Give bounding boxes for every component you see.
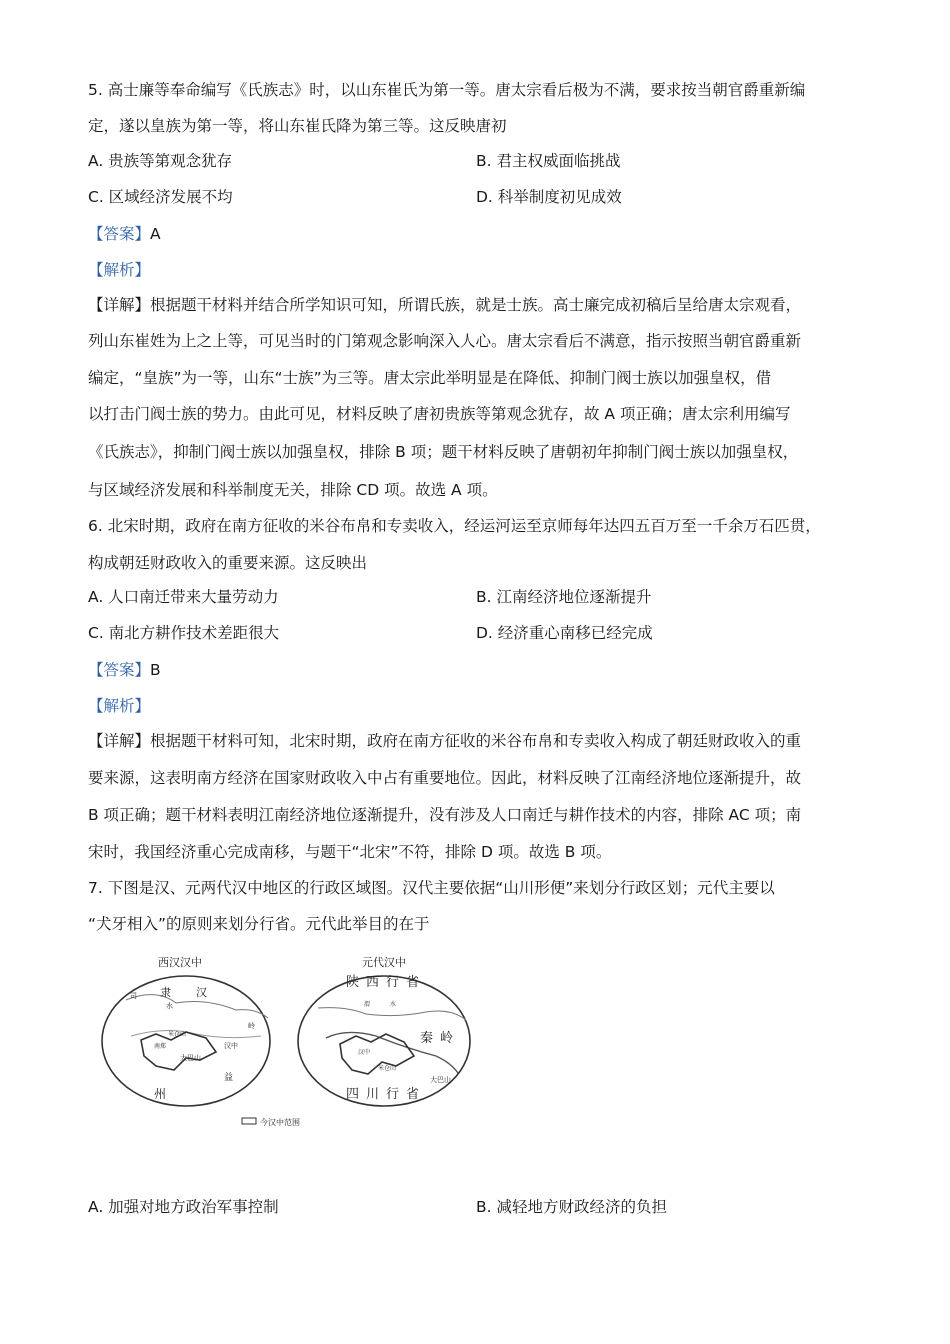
q6-detail-line-2: 要来源，这表明南方经济在国家财政收入中占有重要地位。因此，材料反映了江南经济地位逐渐提升，故: [88, 769, 802, 787]
q5-detail-line-6: 与区域经济发展和科举制度无关，排除 CD 项。故选 A 项。: [88, 481, 498, 499]
right-label-4: 渭: [364, 1001, 371, 1008]
answer-tag: 【答案】: [88, 225, 151, 243]
detail-tag: 【详解】: [88, 296, 151, 314]
q5-detail-line-4: 以打击门阀士族的势力。由此可见，材料反映了唐初贵族等第观念犹存，故 A 项正确；唐太宗利用编写: [88, 405, 791, 423]
q6-option-c: C. 南北方耕作技术差距很大: [88, 624, 280, 642]
legend-swatch: [242, 1118, 256, 1124]
right-hanzhong-outline: [340, 1034, 414, 1074]
q5-stem-line-2: 定，遂以皇族为第一等，将山东崔氏降为第三等。这反映唐初: [88, 117, 507, 135]
left-label-7: 米仓山: [168, 1031, 187, 1038]
q6-analysis-tag: 【解析】: [88, 697, 151, 715]
right-label-3: 省: [406, 975, 420, 990]
right-label-12: 川: [366, 1087, 380, 1102]
legend-label: 今汉中范围: [260, 1118, 300, 1127]
right-label-2: 行: [386, 975, 400, 990]
left-label-6: 南郑: [154, 1043, 167, 1050]
right-label-1: 西: [366, 975, 380, 990]
left-label-2: 汉: [196, 986, 207, 999]
left-label-9: 益: [224, 1073, 234, 1083]
answer-value: B: [150, 661, 161, 679]
right-label-9: 米仓山: [378, 1065, 397, 1072]
right-label-8: 汉中: [358, 1049, 371, 1056]
q7-option-a: A. 加强对地方政治军事控制: [88, 1198, 279, 1216]
answer-tag: 【答案】: [88, 661, 151, 679]
q5-stem-line-1: 5. 高士廉等奉命编写《氏族志》时，以山东崔氏为第一等。唐太宗看后极为不满，要求按当朝官爵重新编: [88, 81, 806, 99]
q6-option-d: D. 经济重心南移已经完成: [476, 624, 653, 642]
right-label-11: 四: [346, 1087, 360, 1102]
answer-value: A: [150, 225, 161, 243]
q7-stem-line-2: “犬牙相入”的原则来划分行省。元代此举目的在于: [88, 915, 430, 933]
right-label-10: 大巴山: [430, 1076, 451, 1084]
q6-stem-line-1: 6. 北宋时期，政府在南方征收的米谷布帛和专卖收入，经运河运至京师每年达四五百万至一千余万石匹贯，: [88, 517, 821, 535]
left-map-title: 西汉汉中: [158, 956, 202, 969]
left-label-3: 水: [166, 1002, 173, 1010]
left-label-5: 汉中: [224, 1042, 238, 1050]
q5-option-c: C. 区域经济发展不均: [88, 188, 233, 206]
q6-option-a: A. 人口南迁带来大量劳动力: [88, 588, 279, 606]
q6-detail-line-4: 宋时，我国经济重心完成南移，与题干“北宋”不符，排除 D 项。故选 B 项。: [88, 843, 612, 861]
q6-detail-line-1: [88, 731, 801, 751]
q6-stem-line-2: 构成朝廷财政收入的重要来源。这反映出: [88, 554, 368, 572]
q6-detail-line-3: B 项正确；题干材料表明江南经济地位逐渐提升，没有涉及人口南迁与耕作技术的内容，排除 AC 项；南: [88, 806, 802, 824]
detail-text: 根据题干材料并结合所学知识可知，所谓氏族，就是士族。高士廉完成初稿后呈给唐太宗观看，: [150, 296, 802, 314]
left-map-frame: [102, 976, 270, 1106]
q7-stem-line-1: 7. 下图是汉、元两代汉中地区的行政区域图。汉代主要依据“山川形便”来划分行政区划；元代主要以: [88, 879, 775, 897]
right-river-line: [318, 1008, 466, 1020]
q5-option-b: B. 君主权威面临挑战: [476, 152, 621, 170]
right-map-title: 元代汉中: [362, 956, 406, 969]
q6-option-b: B. 江南经济地位逐渐提升: [476, 588, 652, 606]
left-label-4: 岭: [248, 1022, 255, 1030]
detail-tag: 【详解】: [88, 732, 151, 750]
q5-detail-line-2: 列山东崔姓为上之上等，可见当时的门第观念影响深入人心。唐太宗看后不满意，指示按照当朝官爵重新: [88, 332, 802, 350]
left-label-8: 大巴山: [180, 1054, 201, 1062]
q5-detail-line-1: [88, 295, 801, 315]
han-yuan-hanzhong-map: [96, 948, 476, 1138]
detail-text: 根据题干材料可知，北宋时期，政府在南方征收的米谷布帛和专卖收入构成了朝廷财政收入的重: [150, 732, 802, 750]
q5-detail-line-5: 《氏族志》，抑制门阀士族以加强皇权，排除 B 项；题干材料反映了唐朝初年抑制门阀士族以加强皇权，: [88, 443, 799, 461]
q5-analysis-tag: 【解析】: [88, 261, 151, 279]
q5-option-a: A. 贵族等第观念犹存: [88, 152, 233, 170]
q5-answer: [88, 224, 161, 244]
left-label-0: 司: [130, 992, 137, 1000]
q7-option-b: B. 减轻地方财政经济的负担: [476, 1198, 667, 1216]
q6-answer: [88, 660, 161, 680]
q5-detail-line-3: 编定，“皇族”为一等，山东“士族”为三等。唐太宗此举明显是在降低、抑制门阀士族以加强皇权，借: [88, 369, 772, 387]
left-label-10: 州: [154, 1087, 167, 1101]
right-label-7: 岭: [440, 1031, 454, 1046]
q5-option-d: D. 科举制度初见成效: [476, 188, 622, 206]
right-label-13: 行: [386, 1087, 400, 1102]
right-label-0: 陕: [346, 975, 360, 990]
right-label-6: 秦: [420, 1031, 434, 1046]
left-label-1: 隶: [160, 986, 171, 999]
right-label-14: 省: [406, 1087, 420, 1102]
right-label-5: 水: [390, 1001, 397, 1008]
